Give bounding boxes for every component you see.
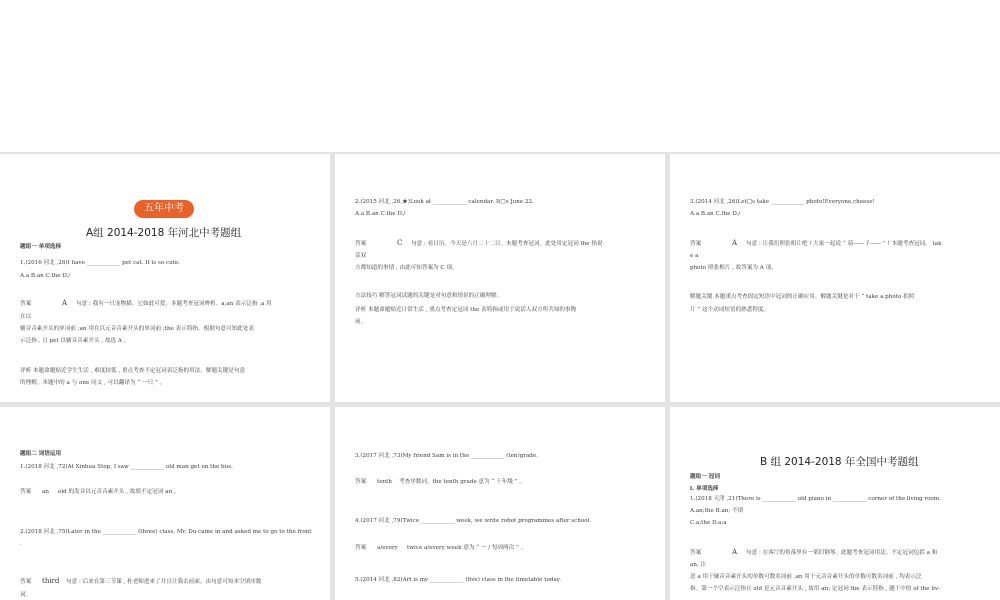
slide-1[interactable] [0,154,330,402]
question: 2.(2015 河北 ,26,★)Look at ____________ calendar. It□s June 22. [355,199,534,205]
options: A.an;the B.an; 不填 [690,508,744,514]
answer-label: 答案 [20,579,32,585]
explanation-line: 指。第一个空表示泛指且 old 是元音音素开头 , 故用 an; 定冠词 the 表示特指 , 题干中的 of the liv- [690,586,941,592]
group-title: A组 2014-2018 年河北中考题组 [86,227,242,239]
group-title: B 组 2014-2018 年全国中考题组 [760,456,919,468]
answer-label: 答案 [20,489,32,495]
options: C.a;the D.a;a [690,520,727,526]
explanation-line: 句意 : 后来在第三节课 , 杜老师进来了并且让我去前面。由句意可知本空填序数 [66,579,262,585]
question-cont: . [20,541,22,547]
explanation-line: 句意 : 我有一只宠物猫。它如此可爱。本题考查冠词辨析。a,an 表示泛指 ,a 用 [76,301,272,307]
tip-line: 前。 [355,319,367,325]
explanation-line: twice a/every week 意为 “ 一 / 每周两次 ” 。 [407,545,527,551]
answer-letter: A [732,239,738,247]
answer-letter: A [62,299,68,307]
explanation-line: 意 a 用于辅音音素开头的单数可数名词前 ,an 用于元音音素开头的单数可数名词前 , 均表示泛 [690,574,922,580]
explanation-line: 句意 : 让我们照张相片吧 ! 大家一起说 “ 茄——子—— ” ! 本题考查冠词。 tak [746,241,942,247]
question: 1.(2018 河北 ,72)At Xinhua Stop, I saw ____________ old man get on the bus. [20,464,233,470]
answer-word: an [42,489,49,495]
answer-label: 答案 [690,241,702,247]
slide-3[interactable] [670,154,1000,402]
tip-line: 方法技巧 解答冠词试题的关键是对句意和情景的正确理解。 [355,293,503,299]
answer-word: tenth [377,479,393,485]
comment-line: 评析 本题命题贴近学生生活 , 难度较低 , 重点考查不定冠词表泛指的用法。解题关键是句意 [20,368,246,374]
explanation-line: photo 照张相片 , 故答案为 A 项。 [690,265,777,271]
question: 5.(2014 河北 ,82)Art is my ____________ (five) class in the timetable today. [355,577,561,583]
slide-6[interactable] [670,407,1000,600]
comment-line: 的理解。本题中的 a 与 one 同义 , 可以翻译为 “ 一只 ” 。 [20,380,166,386]
slide-2[interactable] [335,154,665,402]
explanation-line: an, 注 [690,562,707,568]
question: 1.(2018 天津 ,21)There is ____________ old piano in ____________ corner of the living room. [690,496,941,502]
slide-5[interactable] [335,407,665,600]
answer-label: 答案 [355,479,367,485]
explanation-line: 话双 [355,253,367,259]
explanation-line: 辅音音素开头的单词前 ;an 用在以元音音素开头的单词前 ;the 表示特指。根据句意可知此处表 [20,326,254,332]
options: A.a B.an C.the D./ [355,211,406,217]
tip-line: 评析 本题命题贴近日常生活 , 重点考查定冠词 the 表特指或用于说话人双方所共知的事物 [355,307,577,313]
key-line: 解题关键 本题重点考查固定短语中冠词的正确应用。解题关键是对于 “ take a photo 拍照 [690,294,915,300]
subsection-title: Ⅰ. 单项选择 [690,486,719,492]
answer-label: 答案 [355,545,367,551]
answer-label: 答案 [355,241,367,247]
question: 3.(2014 河北 ,26)Let□s take ____________ photo!Everyone,cheese! [690,199,875,205]
question: 2.(2018 河北 ,75)Later in the ____________ (three) class, Mr. Du came in and asked me to go to the front [20,529,312,535]
explanation-line: 句意 : 在客厅的角落里有一架旧钢琴。此题考查冠词用法。不定冠词包括 a 和 [746,550,938,556]
explanation-line: old 的发音以元音音素开头 , 故填不定冠词 an 。 [58,489,180,495]
key-line: 片 ” 这个动词短语的熟悉程度。 [690,307,770,313]
answer-label: 答案 [690,550,702,556]
answer-word: a/every [377,545,398,551]
explanation-line: 词。 [20,592,32,598]
explanation-line: 在以 [20,314,32,320]
options: A.a B.an C.the D./ [20,273,71,279]
explanation-line: 考查序数词。the tenth grade 意为 “ 十年级 ” 。 [399,479,525,485]
slide-4[interactable] [0,407,330,600]
section-title: 题组一 冠词 [690,474,720,480]
badge: 五年中考 [134,200,194,218]
answer-letter: C [397,239,403,247]
explanation-line: e a [690,253,699,259]
options: A.a B.an C.the D./ [690,211,741,217]
answer-word: third [42,577,60,585]
answer-letter: A [732,548,738,556]
section-title: 题组一 单项选择 [20,244,62,250]
section-title: 题组二 词语运用 [20,451,62,457]
explanation-line: 句意 : 看日历。今天是六月二十二日。本题考查冠词。此处用定冠词 the 指说 [411,241,603,247]
question: 4.(2017 河北 ,79)Twice ____________ week, we write robot programmes after school. [355,518,592,524]
explanation-line: 方都知道的事情 , 由此可知答案为 C 项。 [355,265,458,271]
answer-label: 答案 [20,301,32,307]
question: 1.(2016 河北 ,26)I have ____________ pet cat. It is so cute. [20,260,181,266]
blank-top-area [0,0,1000,152]
explanation-line: 示泛指 , 且 pet 以辅音音素开头 , 故选 A 。 [20,338,130,344]
question: 3.(2017 河北 ,73)My friend Sam is in the ____________ (ten)grade. [355,453,538,459]
